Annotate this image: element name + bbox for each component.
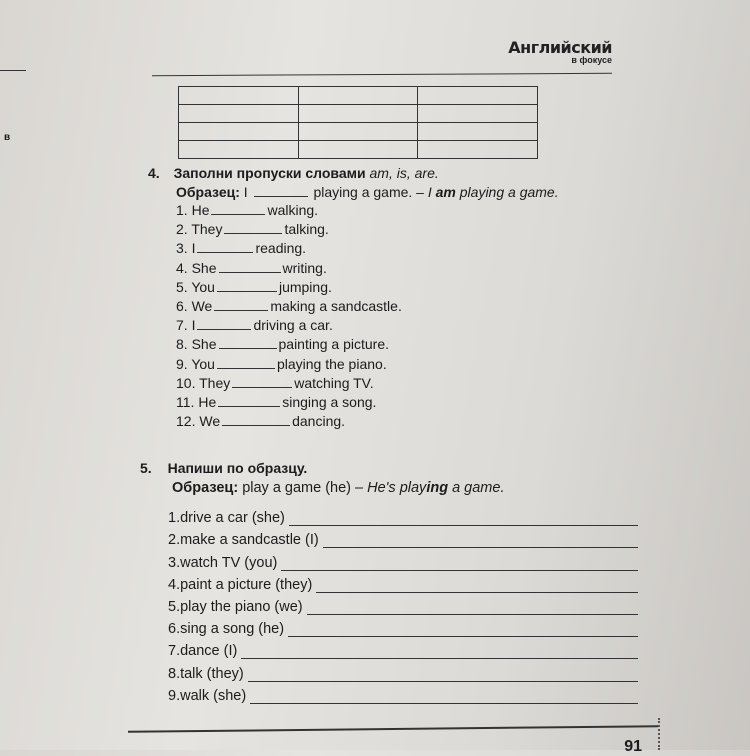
item-subject: He [191,202,210,218]
item-subject: They [191,221,223,238]
brand-title: Английский [508,38,612,57]
item-rest: watching TV. [294,374,374,391]
item-number: 6. [176,297,188,314]
answer-line[interactable] [288,624,638,637]
exercise-5-sample [140,480,650,496]
answer-line[interactable] [323,535,638,548]
item-subject: You [191,355,215,372]
item-number: 9. [176,355,188,372]
answer-blank[interactable] [217,279,277,292]
exercise-5-instruction: Напиши по образцу. [167,460,308,476]
brand-subtitle: в фокусе [571,55,612,65]
exercise-4-item [176,375,618,394]
item-prompt: 6.sing a song (he) [168,621,285,638]
item-rest: making a sandcastle. [270,297,402,314]
answer-blank[interactable] [219,336,277,349]
brand-logo [508,38,612,65]
item-rest: reading. [255,240,307,257]
item-prompt: 5.play the piano (we) [168,598,303,615]
item-number: 8. [176,336,188,353]
exercise-5-item [168,615,638,637]
exercise-5-item [168,526,638,548]
cut-line [658,718,662,750]
exercise-5 [140,460,650,704]
answer-blank[interactable] [219,260,281,273]
item-subject: We [191,297,213,314]
answer-blank[interactable] [217,356,275,369]
exercise-4-number: 4. [148,165,160,181]
sample-label: Образец: [176,184,240,200]
item-rest: talking. [284,221,329,238]
exercise-5-item [168,504,638,526]
answer-line[interactable] [250,691,638,704]
exercise-4-words: am, is, are. [369,165,439,181]
exercise-5-title [140,460,650,476]
exercise-4-item [176,221,618,240]
header-rule [152,73,612,76]
item-rest: driving a car. [253,317,333,334]
exercise-4-item [176,413,618,432]
exercise-4-item [176,240,618,259]
item-subject: We [199,413,221,430]
answer-blank[interactable] [218,394,280,407]
item-prompt: 8.talk (they) [168,665,244,682]
sample-answer-2: playing a game. [459,184,559,200]
exercise-4-item [176,317,618,336]
item-subject: I [191,240,196,257]
exercise-4-item [176,394,618,413]
exercise-4-item [176,356,618,375]
item-rest: jumping. [278,278,332,295]
empty-grid-table [178,86,538,159]
exercise-4-title [148,165,618,181]
item-subject: He [198,393,217,410]
item-rest: writing. [282,259,327,276]
answer-blank[interactable] [232,375,292,388]
answer-line[interactable] [307,602,638,615]
item-rest: dancing. [292,413,346,430]
item-prompt: 7.dance (I) [168,643,238,660]
item-number: 4. [176,259,188,276]
sample-rest: playing a game. – [313,184,424,200]
item-prompt: 9.walk (she) [168,687,247,704]
answer-line[interactable] [289,513,638,526]
sample5-label: Образец: [172,480,239,496]
item-subject: They [199,374,231,391]
exercise-4 [148,165,618,432]
item-number: 1. [176,202,188,218]
answer-line[interactable] [241,646,638,659]
item-rest: playing the piano. [276,355,387,372]
answer-blank[interactable] [222,413,290,426]
exercise-4-sample [148,184,618,200]
exercise-4-item [176,336,618,355]
item-number: 12. [176,413,196,430]
item-rest: walking. [267,202,319,218]
answer-blank[interactable] [224,221,282,234]
sample-answer-bold: am [435,184,456,200]
item-rest: singing a song. [282,393,377,410]
answer-line[interactable] [316,580,638,593]
item-number: 5. [176,278,188,295]
exercise-5-item [168,548,638,570]
exercise-4-item [176,298,618,317]
answer-line[interactable] [248,669,638,682]
item-prompt: 3.watch TV (you) [168,554,278,571]
answer-blank[interactable] [211,202,265,215]
answer-blank[interactable] [197,240,253,253]
exercise-4-item [176,279,618,298]
item-number: 10. [176,374,196,391]
exercise-4-instruction: Заполни пропуски словами [173,165,366,181]
item-number: 7. [176,317,188,334]
page-number: 91 [624,738,642,755]
item-prompt: 2.make a sandcastle (I) [168,532,319,549]
item-number: 3. [176,240,188,257]
item-subject: You [191,278,215,295]
top-left-rule [0,70,26,71]
exercise-5-item [168,593,638,615]
item-prompt: 1.drive a car (she) [168,510,285,527]
sample-gap [254,184,308,197]
answer-line[interactable] [281,558,638,571]
item-number: 11. [176,393,195,410]
exercise-4-item [176,202,618,221]
item-rest: painting a picture. [278,336,390,353]
item-prompt: 4.paint a picture (they) [168,576,313,593]
exercise-4-item [176,260,618,279]
sample-answer-1: I [427,184,432,200]
exercise-5-item [168,659,638,681]
exercise-5-number: 5. [140,460,152,476]
margin-letter: в [4,132,11,143]
exercise-5-item [168,571,638,593]
sample5-prompt: play a game (he) – [242,480,364,496]
sample-subject: I [243,184,248,200]
answer-blank[interactable] [197,317,251,330]
exercise-5-item [168,637,638,659]
answer-blank[interactable] [214,298,268,311]
exercise-5-item [168,682,638,704]
sample5-answer: He's playing a game. [367,480,505,496]
bottom-rule [128,725,658,732]
item-subject: I [191,317,196,334]
item-subject: She [191,336,217,353]
item-number: 2. [176,221,188,238]
exercise-4-items [148,202,618,432]
exercise-5-items [140,504,638,704]
item-subject: She [191,259,217,276]
